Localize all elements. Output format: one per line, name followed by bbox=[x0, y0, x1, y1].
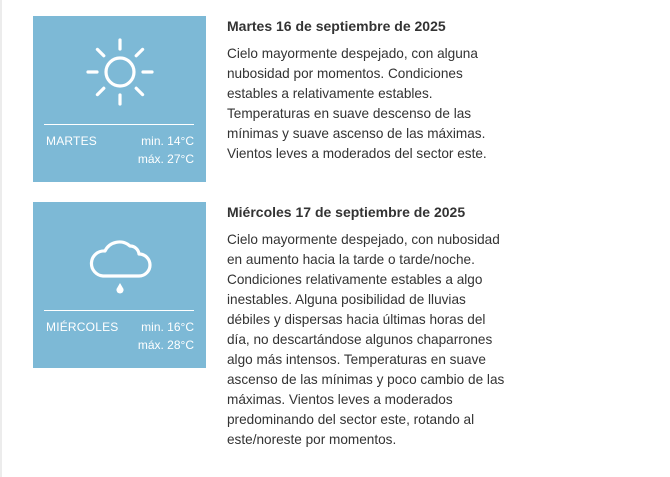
forecast-text bbox=[227, 16, 507, 164]
day-label: MIÉRCOLES bbox=[46, 320, 119, 334]
weather-card bbox=[33, 16, 206, 182]
forecast-date: Martes 16 de septiembre de 2025 bbox=[227, 18, 446, 34]
min-temperature: min. 14°C bbox=[141, 134, 194, 148]
cloud-rain-icon bbox=[84, 222, 156, 294]
forecast-description: Cielo mayormente despejado, con alguna nubosidad por momentos. Condiciones estables a relativamente estables. Temperaturas en suave descenso de las mínimas y suave ascenso de las máximas. Vientos leves a moderados del sector este. bbox=[227, 46, 487, 161]
weather-card bbox=[33, 202, 206, 368]
card-divider bbox=[44, 310, 194, 311]
sun-icon bbox=[84, 36, 156, 108]
day-label: MARTES bbox=[46, 134, 97, 148]
max-temperature: máx. 27°C bbox=[137, 152, 194, 166]
forecast-description: Cielo mayormente despejado, con nubosidad en aumento hacia la tarde o tarde/noche. Condiciones relativamente estables a algo inestables. Alguna posibilidad de lluvias débiles y dispersas hacia últimas horas del día, no descartándose algunos chaparrones algo más intensos. Temperaturas en suave ascenso de las mínimas y poco cambio de las máximas. Vientos leves a moderados predominando del sector este, rotando al este/noreste por momentos. bbox=[227, 232, 505, 447]
left-edge-divider bbox=[0, 0, 2, 477]
card-divider bbox=[44, 124, 194, 125]
min-temperature: min. 16°C bbox=[141, 320, 194, 334]
forecast-date: Miércoles 17 de septiembre de 2025 bbox=[227, 204, 466, 220]
max-temperature: máx. 28°C bbox=[137, 338, 194, 352]
forecast-text bbox=[227, 202, 507, 450]
